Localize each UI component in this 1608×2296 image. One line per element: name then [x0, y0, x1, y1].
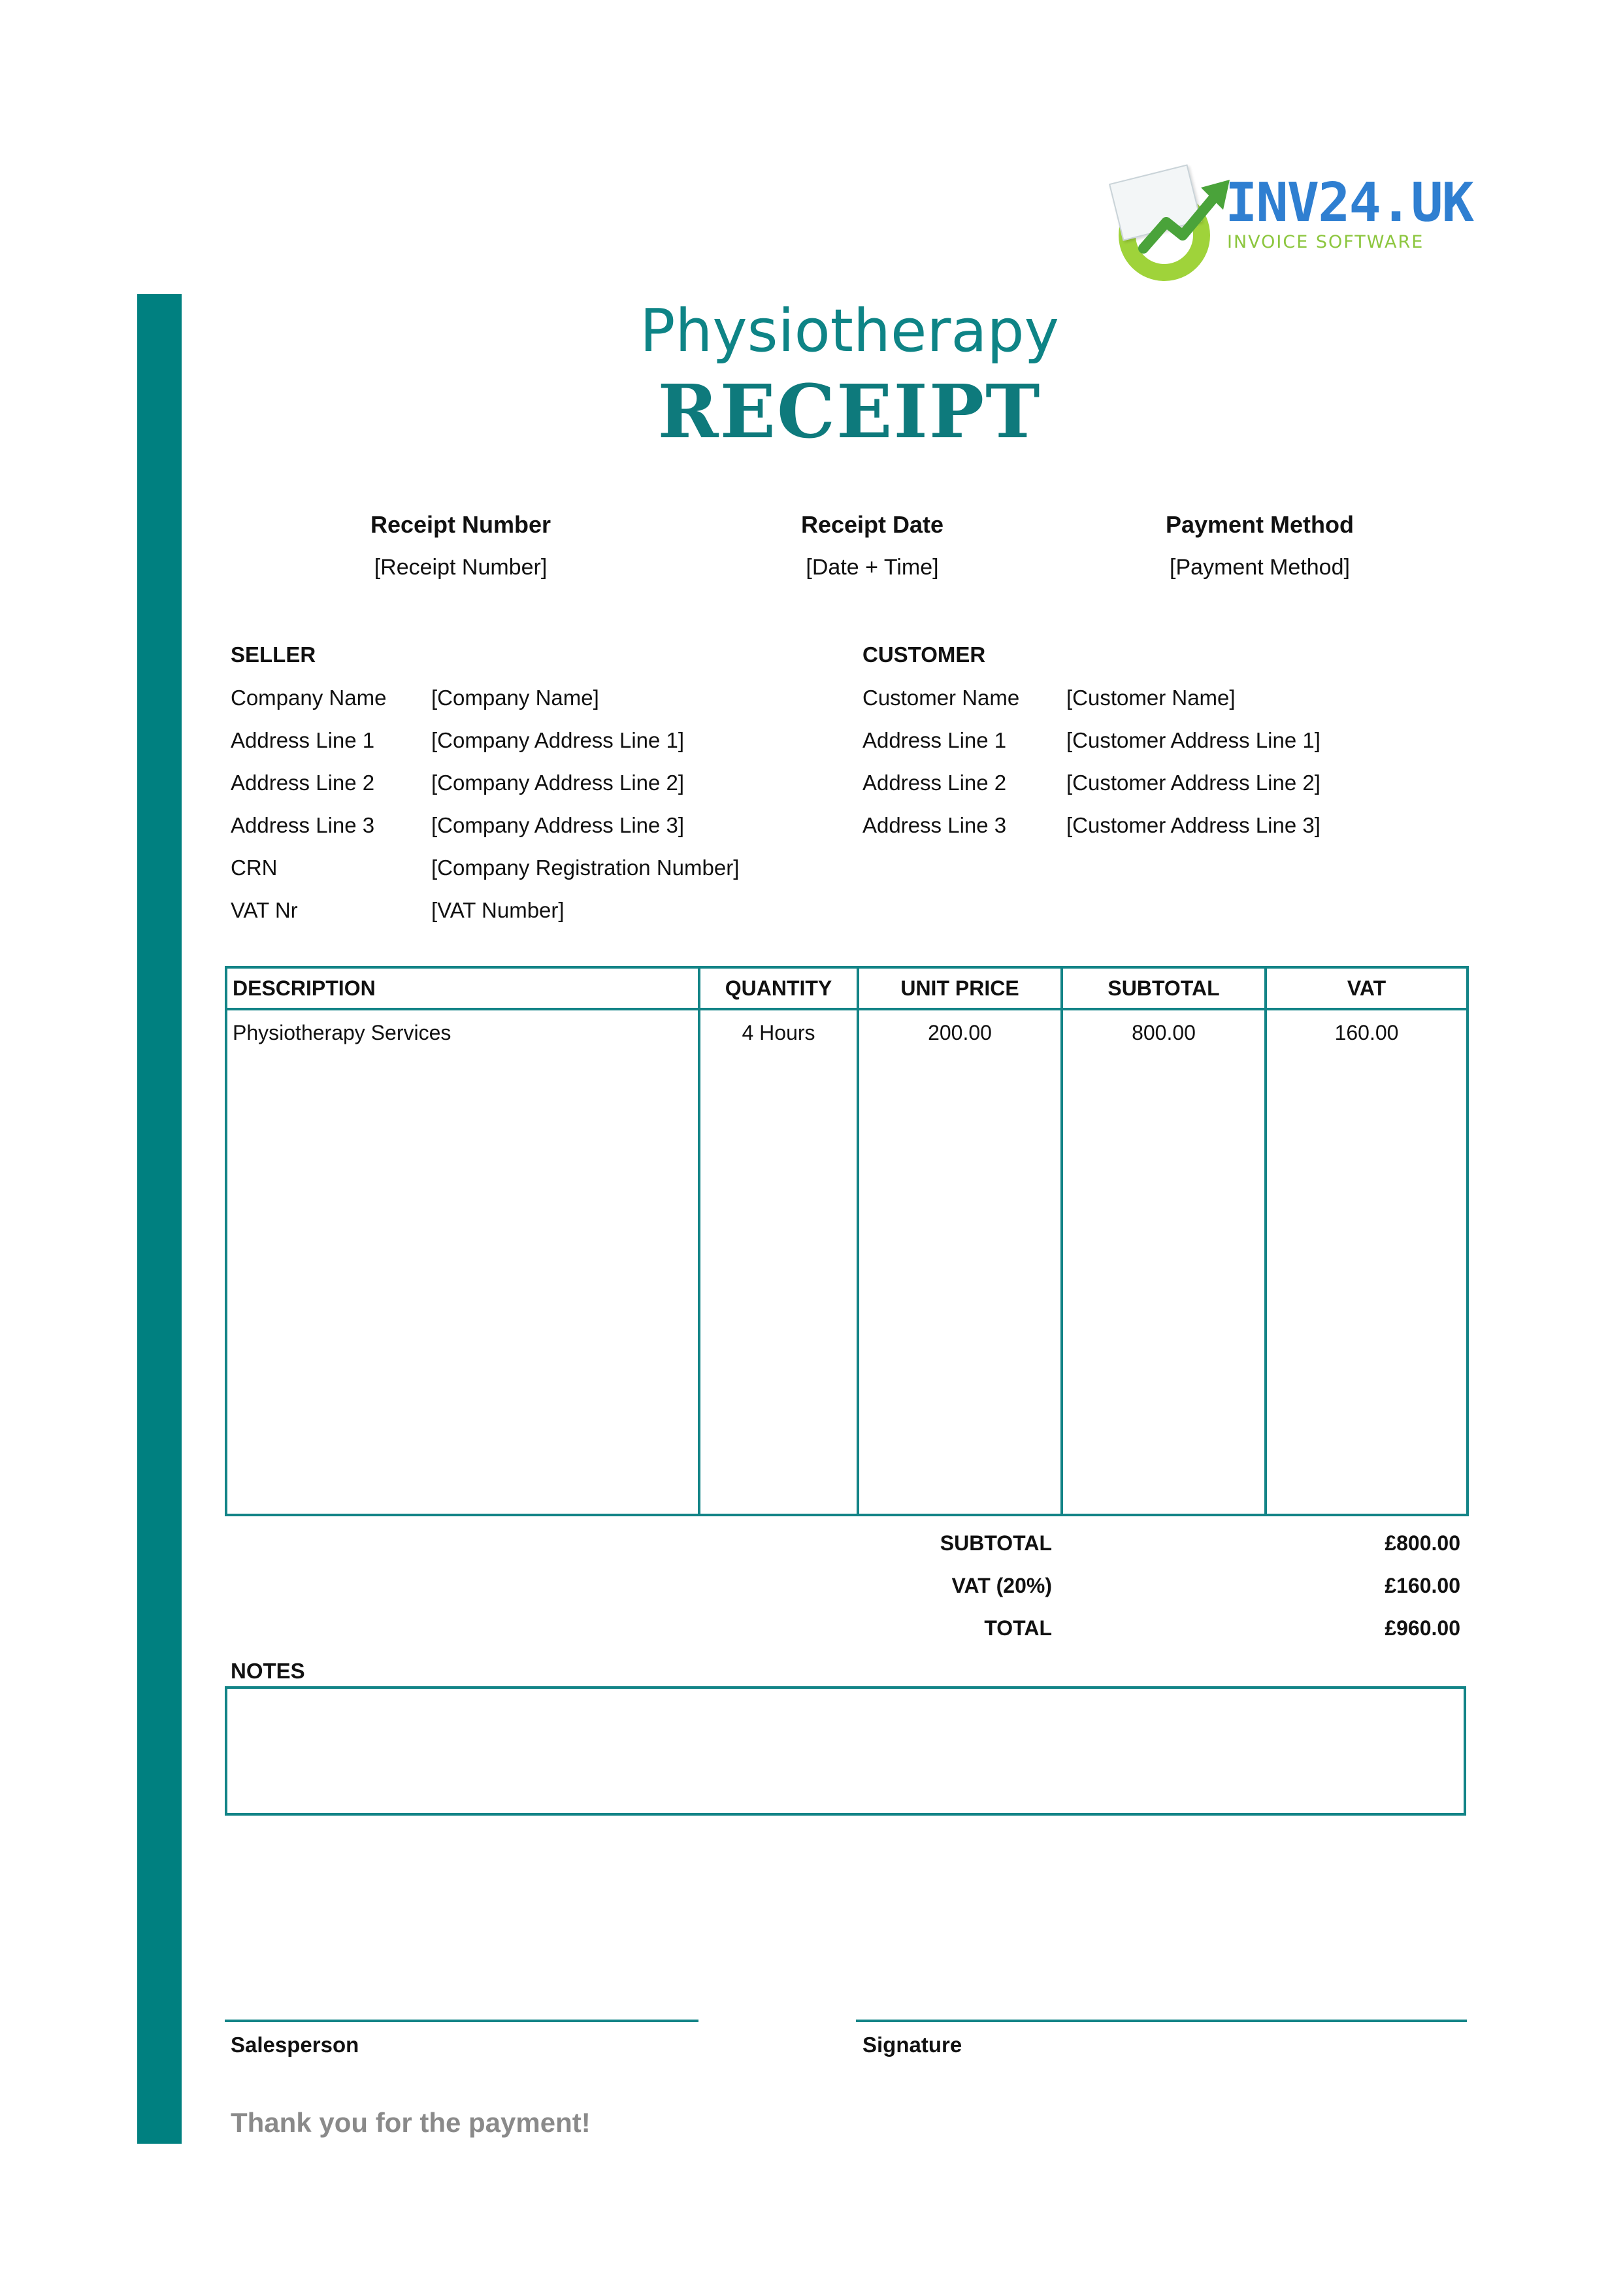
salesperson-label: Salesperson: [231, 2033, 359, 2057]
vat-label: VAT (20%): [951, 1574, 1052, 1597]
column-header-description: DESCRIPTION: [226, 967, 699, 1009]
seller-row-value: [Company Name]: [431, 686, 599, 710]
inv24-logo[interactable]: [1111, 160, 1473, 271]
column-header-unit-price: UNIT PRICE: [858, 967, 1062, 1009]
item-subtotal-cell: 800.00: [1062, 1009, 1266, 1515]
receipt-number-label: Receipt Number: [370, 511, 551, 538]
customer-row-label: Address Line 3: [862, 813, 1007, 837]
seller-row-label: Address Line 1: [231, 728, 375, 752]
logo-arrow-icon: [1137, 173, 1235, 258]
column-header-subtotal: SUBTOTAL: [1062, 967, 1266, 1009]
seller-row-value: [Company Address Line 2]: [431, 771, 685, 795]
seller-row-value: [Company Address Line 3]: [431, 813, 685, 837]
receipt-date-block: [689, 513, 1055, 578]
receipt-date-label: Receipt Date: [800, 511, 944, 538]
receipt-number-block: [278, 513, 644, 578]
logo-brand-text: INV24.UK: [1225, 172, 1473, 234]
vat-value: £160.00: [1385, 1574, 1460, 1597]
total-value: £960.00: [1385, 1616, 1460, 1640]
subtotal-label: SUBTOTAL: [940, 1531, 1052, 1555]
thank-you-message: Thank you for the payment!: [231, 2107, 591, 2138]
logo-tagline: INVOICE SOFTWARE: [1227, 232, 1424, 252]
seller-row-label: Address Line 2: [231, 771, 375, 795]
receipt-date-value: [Date + Time]: [806, 555, 939, 580]
subtotal-value: £800.00: [1385, 1531, 1460, 1555]
seller-row-label: VAT Nr: [231, 898, 298, 922]
seller-row-label: CRN: [231, 856, 278, 880]
payment-method-value: [Payment Method]: [1170, 555, 1350, 580]
notes-heading: NOTES: [231, 1659, 305, 1683]
column-header-quantity: QUANTITY: [699, 967, 858, 1009]
payment-method-label: Payment Method: [1165, 511, 1354, 538]
line-items-table: [225, 966, 1469, 1516]
item-unit-price-cell: 200.00: [858, 1009, 1062, 1515]
notes-field[interactable]: [225, 1686, 1466, 1816]
customer-row-value: [Customer Address Line 2]: [1066, 771, 1321, 795]
document-subject: Physiotherapy: [640, 297, 1059, 365]
customer-heading: CUSTOMER: [862, 642, 986, 667]
customer-row-value: [Customer Address Line 3]: [1066, 813, 1321, 837]
seller-row-value: [Company Address Line 1]: [431, 728, 685, 752]
seller-row-label: Company Name: [231, 686, 387, 710]
table-header-row: [226, 967, 1468, 1009]
salesperson-line: [225, 2020, 698, 2022]
item-vat-cell: 160.00: [1266, 1009, 1468, 1515]
customer-row-label: Address Line 1: [862, 728, 1007, 752]
signature-label: Signature: [862, 2033, 962, 2057]
item-description-cell: Physiotherapy Services: [226, 1009, 699, 1515]
table-row: [226, 1009, 1468, 1515]
seller-row-label: Address Line 3: [231, 813, 375, 837]
accent-sidebar-bar: [137, 294, 182, 2144]
document-title: RECEIPT: [657, 369, 1042, 455]
payment-method-block: [1077, 513, 1443, 578]
column-header-vat: VAT: [1266, 967, 1468, 1009]
customer-row-value: [Customer Name]: [1066, 686, 1236, 710]
total-label: TOTAL: [984, 1616, 1052, 1640]
customer-row-label: Customer Name: [862, 686, 1020, 710]
customer-row-label: Address Line 2: [862, 771, 1007, 795]
item-quantity-cell: 4 Hours: [699, 1009, 858, 1515]
seller-heading: SELLER: [231, 642, 316, 667]
signature-line: [856, 2020, 1467, 2022]
seller-row-value: [VAT Number]: [431, 898, 565, 922]
customer-row-value: [Customer Address Line 1]: [1066, 728, 1321, 752]
receipt-number-value: [Receipt Number]: [374, 555, 548, 580]
seller-row-value: [Company Registration Number]: [431, 856, 740, 880]
